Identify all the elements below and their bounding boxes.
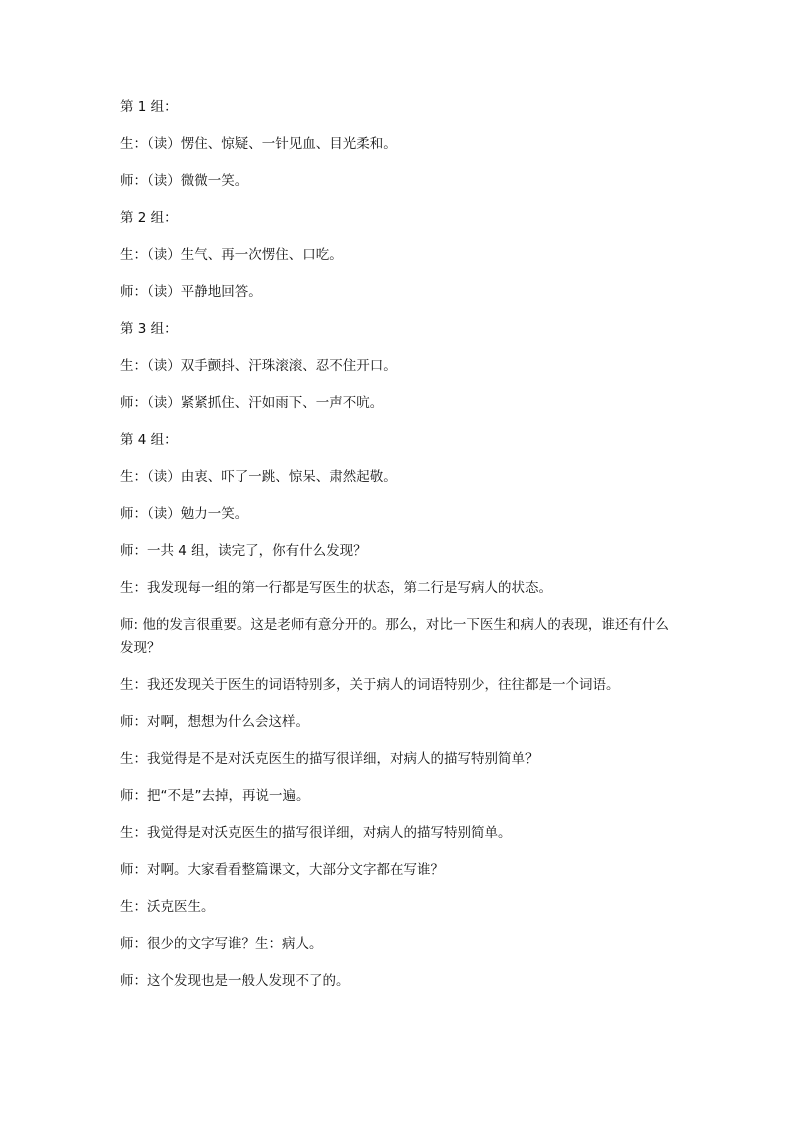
teacher-line: 师：很少的文字写谁？生：病人。 xyxy=(120,936,323,952)
teacher-line: 师：一共 4 组，读完了，你有什么发现？ xyxy=(120,543,367,559)
student-line: 生：我还发现关于医生的词语特别多，关于病人的词语特别少，往往都是一个词语。 xyxy=(120,677,620,693)
student-line: 生：我发现每一组的第一行都是写医生的状态，第二行是写病人的状态。 xyxy=(120,580,552,596)
group-1-heading: 第 1 组： xyxy=(120,99,178,115)
student-line: 生：（读）愣住、惊疑、一针见血、目光柔和。 xyxy=(120,136,397,152)
student-line: 生：我觉得是对沃克医生的描写很详细，对病人的描写特别简单。 xyxy=(120,825,512,841)
group-2-heading: 第 2 组： xyxy=(120,210,178,226)
teacher-line: 师：把“不是”去掉，再说一遍。 xyxy=(120,788,310,804)
teacher-line: 师：这个发现也是一般人发现不了的。 xyxy=(120,973,350,989)
student-line: 生：（读）双手颤抖、汗珠滚滚、忍不住开口。 xyxy=(120,358,397,374)
teacher-line: 师：对啊，想想为什么会这样。 xyxy=(120,714,309,730)
group-3-heading: 第 3 组： xyxy=(120,321,178,337)
student-line: 生：（读）生气、再一次愣住、口吃。 xyxy=(120,247,343,263)
teacher-line: 师：（读）平静地回答。 xyxy=(120,284,262,300)
student-line: 生：沃克医生。 xyxy=(120,899,215,915)
student-line: 生：我觉得是不是对沃克医生的描写很详细，对病人的描写特别简单？ xyxy=(120,751,539,767)
student-line: 生：（读）由衷、吓了一跳、惊呆、肃然起敬。 xyxy=(120,469,397,485)
teacher-line: 师：对啊。大家看看整篇课文，大部分文字都在写谁？ xyxy=(120,862,444,878)
group-4-heading: 第 4 组： xyxy=(120,432,178,448)
teacher-line: 师：（读）紧紧抓住、汗如雨下、一声不吭。 xyxy=(120,395,384,411)
teacher-line: 师：（读）微微一笑。 xyxy=(120,173,249,189)
teacher-line: 师: 他的发言很重要。这是老师有意分开的。那么，对比一下医生和病人的表现，谁还有什么发现？ xyxy=(120,617,669,656)
document-body xyxy=(120,96,680,1007)
teacher-line: 师：（读）勉力一笑。 xyxy=(120,506,249,522)
